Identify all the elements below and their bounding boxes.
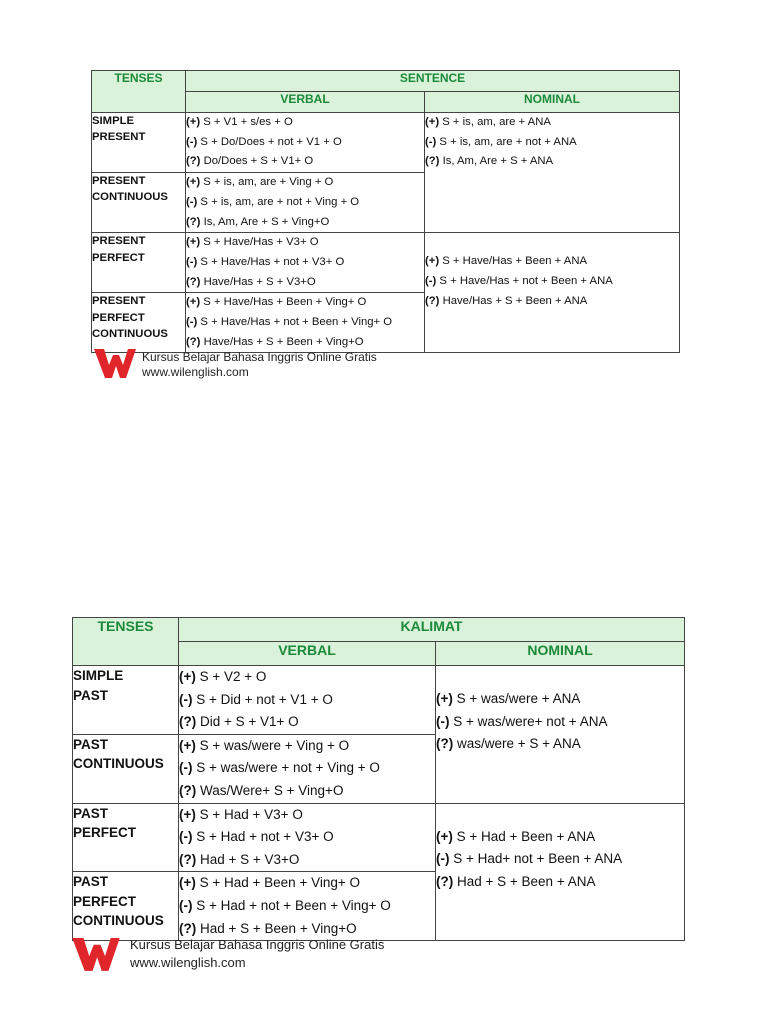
- verbal-cell: (+) S + V2 + O (-) S + Did + not + V1 + O (?) Did + S + V1+ O: [179, 666, 436, 735]
- footer-url: www.wilenglish.com: [130, 955, 246, 970]
- present-tenses-table: [91, 70, 680, 353]
- nominal-cell: (+) S + was/were + ANA (-) S + was/were+ not + ANA (?) was/were + S + ANA: [436, 666, 685, 804]
- tenses-header: TENSES: [73, 618, 179, 666]
- header-row: [92, 71, 680, 92]
- tense-name: SIMPLE PAST: [73, 666, 179, 735]
- verbal-cell: (+) S + Have/Has + V3+ O (-) S + Have/Has + not + V3+ O (?) Have/Has + S + V3+O: [186, 233, 425, 293]
- nominal-header: NOMINAL: [425, 92, 680, 113]
- verbal-header: VERBAL: [179, 642, 436, 666]
- tense-name: SIMPLE PRESENT: [92, 113, 186, 173]
- verbal-cell: (+) S + Had + V3+ O (-) S + Had + not + V3+ O (?) Had + S + V3+O: [179, 803, 436, 872]
- table-row: [73, 666, 685, 735]
- sentence-header: SENTENCE: [186, 71, 680, 92]
- tense-name: PRESENT CONTINUOUS: [92, 173, 186, 233]
- verbal-cell: (+) S + V1 + s/es + O (-) S + Do/Does + not + V1 + O (?) Do/Does + S + V1+ O: [186, 113, 425, 173]
- logo-shape: [94, 349, 136, 378]
- table-row: [92, 233, 680, 293]
- tense-name: PAST PERFECT: [73, 803, 179, 872]
- tenses-header: TENSES: [92, 71, 186, 113]
- verbal-cell: (+) S + is, am, are + Ving + O (-) S + is, am, are + not + Ving + O (?) Is, Am, Are + S + Ving+O: [186, 173, 425, 233]
- table-row: [92, 113, 680, 173]
- footer-tagline: Kursus Belajar Bahasa Inggris Online Gratis: [142, 350, 377, 364]
- tense-name: PAST PERFECT CONTINUOUS: [73, 872, 179, 941]
- tense-name: PRESENT PERFECT: [92, 233, 186, 293]
- wilenglish-logo-icon: [72, 938, 120, 972]
- header-row: [73, 618, 685, 642]
- nominal-cell: (+) S + Had + Been + ANA (-) S + Had+ not + Been + ANA (?) Had + S + Been + ANA: [436, 803, 685, 941]
- wilenglish-footer: [94, 349, 394, 381]
- verbal-cell: (+) S + Have/Has + Been + Ving+ O (-) S + Have/Has + not + Been + Ving+ O (?) Have/Has + S + Been + Ving+O: [186, 293, 425, 353]
- verbal-cell: (+) S + Had + Been + Ving+ O (-) S + Had + not + Been + Ving+ O (?) Had + S + Been + Ving+O: [179, 872, 436, 941]
- past-tenses-table: [72, 617, 685, 941]
- wilenglish-logo-icon: [94, 349, 136, 379]
- verbal-cell: (+) S + was/were + Ving + O (-) S + was/were + not + Ving + O (?) Was/Were+ S + Ving+O: [179, 734, 436, 803]
- wilenglish-footer: [72, 936, 412, 972]
- table-row: [73, 803, 685, 872]
- verbal-header: VERBAL: [186, 92, 425, 113]
- nominal-header: NOMINAL: [436, 642, 685, 666]
- nominal-cell: (+) S + Have/Has + Been + ANA (-) S + Have/Has + not + Been + ANA (?) Have/Has + S + Been + ANA: [425, 233, 680, 353]
- logo-shape: [72, 938, 120, 971]
- tense-name: PRESENT PERFECT CONTINUOUS: [92, 293, 186, 353]
- nominal-cell: (+) S + is, am, are + ANA (-) S + is, am, are + not + ANA (?) Is, Am, Are + S + ANA: [425, 113, 680, 233]
- footer-tagline: Kursus Belajar Bahasa Inggris Online Gratis: [130, 937, 385, 952]
- tense-name: PAST CONTINUOUS: [73, 734, 179, 803]
- kalimat-header: KALIMAT: [179, 618, 685, 642]
- footer-url: www.wilenglish.com: [142, 365, 249, 379]
